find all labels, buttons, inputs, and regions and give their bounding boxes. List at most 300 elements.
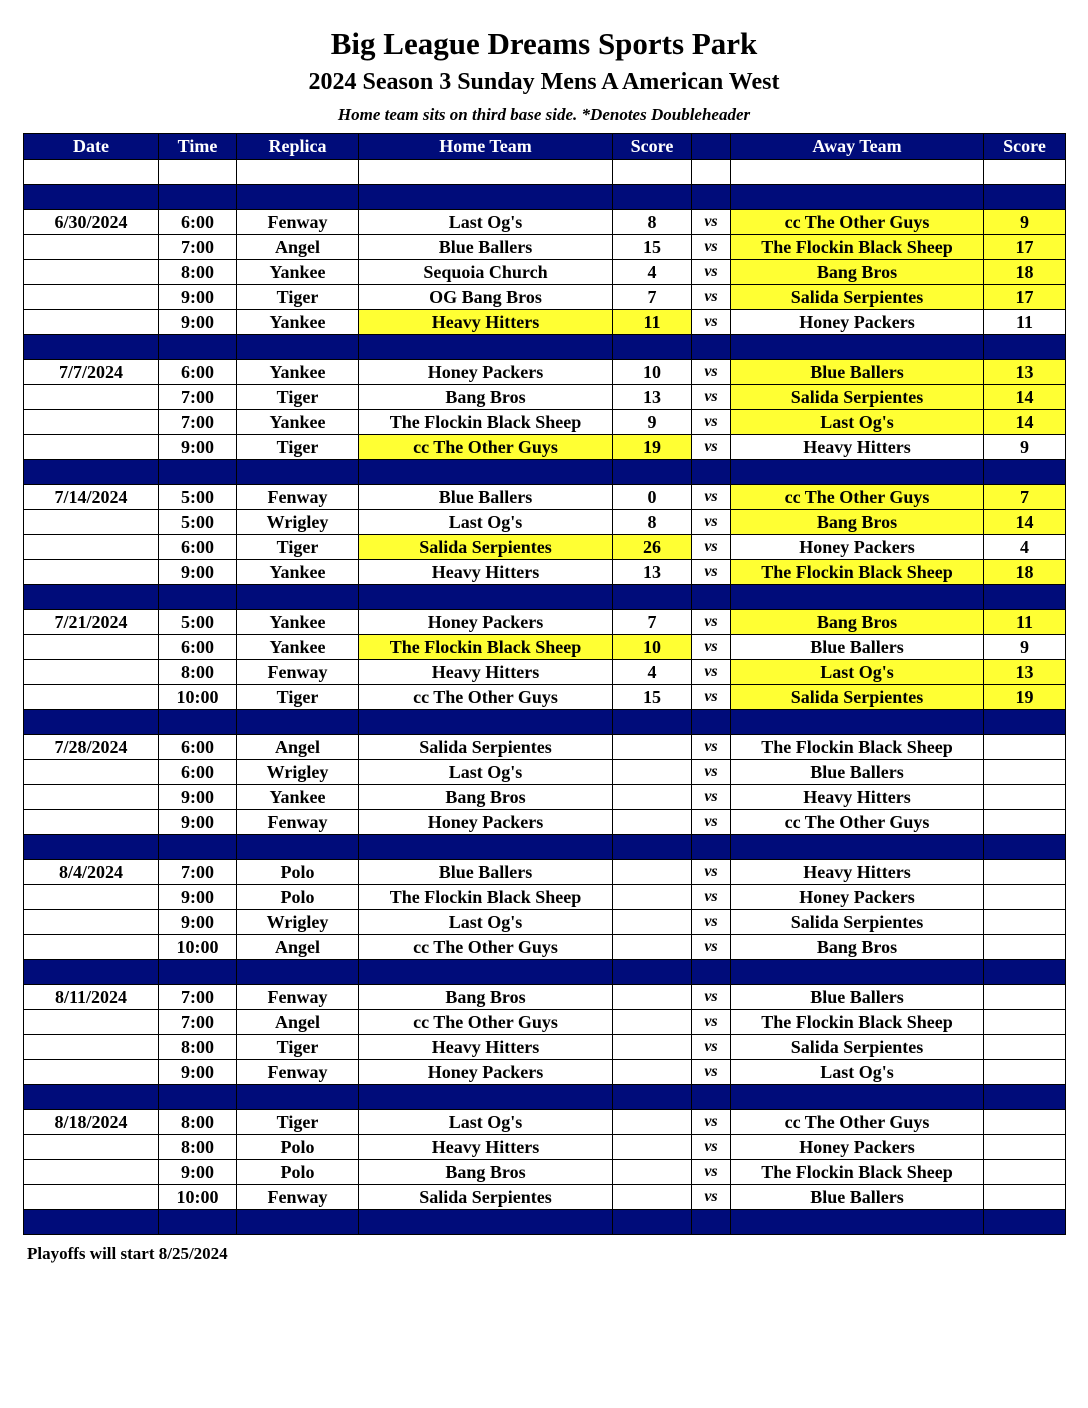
home-team: Blue Ballers [359, 235, 613, 260]
week-separator-row [24, 1210, 1066, 1235]
away-score: 18 [984, 560, 1066, 585]
game-replica: Wrigley [237, 910, 359, 935]
home-team: Last Og's [359, 760, 613, 785]
game-time: 8:00 [159, 260, 237, 285]
game-date: 7/21/2024 [24, 610, 159, 635]
header-vs [692, 134, 731, 160]
game-replica: Tiger [237, 1035, 359, 1060]
vs-label: vs [692, 660, 731, 685]
empty-cell [24, 1060, 159, 1085]
game-time: 9:00 [159, 1160, 237, 1185]
empty-cell [692, 335, 731, 360]
empty-cell [159, 335, 237, 360]
empty-cell [613, 335, 692, 360]
schedule-table [23, 133, 1066, 1235]
empty-cell [692, 185, 731, 210]
empty-cell [24, 935, 159, 960]
home-team: Heavy Hitters [359, 660, 613, 685]
empty-cell [984, 710, 1066, 735]
empty-cell [159, 160, 237, 185]
empty-cell [692, 585, 731, 610]
home-score: 8 [613, 510, 692, 535]
away-team: Salida Serpientes [731, 285, 984, 310]
game-time: 10:00 [159, 685, 237, 710]
empty-cell [24, 710, 159, 735]
vs-label: vs [692, 1010, 731, 1035]
game-replica: Tiger [237, 685, 359, 710]
home-score [613, 910, 692, 935]
away-team: cc The Other Guys [731, 810, 984, 835]
away-team: Bang Bros [731, 935, 984, 960]
table-row [24, 310, 1066, 335]
home-team: Bang Bros [359, 385, 613, 410]
home-team: Heavy Hitters [359, 560, 613, 585]
empty-cell [731, 1210, 984, 1235]
away-team: Salida Serpientes [731, 385, 984, 410]
header-home-score: Score [613, 134, 692, 160]
away-score [984, 735, 1066, 760]
away-team: Blue Ballers [731, 360, 984, 385]
empty-cell [237, 835, 359, 860]
home-score: 9 [613, 410, 692, 435]
table-row [24, 260, 1066, 285]
home-score [613, 810, 692, 835]
empty-cell [984, 835, 1066, 860]
vs-label: vs [692, 510, 731, 535]
week-separator-row [24, 185, 1066, 210]
empty-cell [24, 260, 159, 285]
blank-row [24, 160, 1066, 185]
empty-cell [24, 685, 159, 710]
home-team: cc The Other Guys [359, 435, 613, 460]
game-replica: Wrigley [237, 760, 359, 785]
table-row [24, 635, 1066, 660]
home-team: OG Bang Bros [359, 285, 613, 310]
game-replica: Polo [237, 860, 359, 885]
game-replica: Fenway [237, 485, 359, 510]
game-time: 8:00 [159, 660, 237, 685]
table-row [24, 560, 1066, 585]
home-team: Honey Packers [359, 610, 613, 635]
game-time: 9:00 [159, 435, 237, 460]
empty-cell [731, 160, 984, 185]
home-team: cc The Other Guys [359, 935, 613, 960]
week-separator-row [24, 835, 1066, 860]
game-replica: Fenway [237, 1060, 359, 1085]
away-team: Bang Bros [731, 510, 984, 535]
home-score [613, 885, 692, 910]
empty-cell [613, 185, 692, 210]
table-row [24, 985, 1066, 1010]
away-team: Blue Ballers [731, 1185, 984, 1210]
home-score: 13 [613, 385, 692, 410]
home-score [613, 1160, 692, 1185]
home-team: Blue Ballers [359, 860, 613, 885]
vs-label: vs [692, 685, 731, 710]
empty-cell [24, 285, 159, 310]
game-time: 9:00 [159, 885, 237, 910]
empty-cell [692, 1210, 731, 1235]
home-team: Last Og's [359, 210, 613, 235]
away-team: The Flockin Black Sheep [731, 560, 984, 585]
table-row [24, 860, 1066, 885]
home-team: Heavy Hitters [359, 310, 613, 335]
game-time: 8:00 [159, 1035, 237, 1060]
empty-cell [692, 835, 731, 860]
away-team: Salida Serpientes [731, 1035, 984, 1060]
empty-cell [237, 335, 359, 360]
game-time: 5:00 [159, 485, 237, 510]
empty-cell [731, 710, 984, 735]
table-row [24, 1160, 1066, 1185]
page-title: Big League Dreams Sports Park [330, 26, 758, 61]
home-score: 7 [613, 610, 692, 635]
week-separator-row [24, 460, 1066, 485]
home-score [613, 1135, 692, 1160]
game-time: 6:00 [159, 210, 237, 235]
away-score: 13 [984, 360, 1066, 385]
empty-cell [692, 160, 731, 185]
game-replica: Fenway [237, 1185, 359, 1210]
game-time: 5:00 [159, 610, 237, 635]
home-team: Last Og's [359, 1110, 613, 1135]
empty-cell [692, 710, 731, 735]
empty-cell [24, 435, 159, 460]
away-team: Blue Ballers [731, 760, 984, 785]
vs-label: vs [692, 560, 731, 585]
empty-cell [237, 585, 359, 610]
vs-label: vs [692, 735, 731, 760]
game-replica: Polo [237, 885, 359, 910]
away-team: cc The Other Guys [731, 1110, 984, 1135]
game-date: 7/28/2024 [24, 735, 159, 760]
game-replica: Yankee [237, 785, 359, 810]
empty-cell [237, 960, 359, 985]
home-team: Honey Packers [359, 360, 613, 385]
vs-label: vs [692, 1060, 731, 1085]
home-team: Bang Bros [359, 785, 613, 810]
home-score: 8 [613, 210, 692, 235]
game-time: 10:00 [159, 935, 237, 960]
home-score: 15 [613, 685, 692, 710]
vs-label: vs [692, 285, 731, 310]
away-score: 7 [984, 485, 1066, 510]
table-row [24, 885, 1066, 910]
home-team: Blue Ballers [359, 485, 613, 510]
game-time: 9:00 [159, 910, 237, 935]
empty-cell [24, 560, 159, 585]
empty-cell [237, 160, 359, 185]
empty-cell [613, 1085, 692, 1110]
away-score [984, 810, 1066, 835]
game-time: 7:00 [159, 985, 237, 1010]
empty-cell [24, 335, 159, 360]
away-team: Bang Bros [731, 260, 984, 285]
away-score [984, 860, 1066, 885]
away-team: Heavy Hitters [731, 435, 984, 460]
away-team: cc The Other Guys [731, 485, 984, 510]
week-separator-row [24, 710, 1066, 735]
vs-label: vs [692, 410, 731, 435]
away-team: Salida Serpientes [731, 910, 984, 935]
empty-cell [237, 460, 359, 485]
game-replica: Tiger [237, 1110, 359, 1135]
away-score: 13 [984, 660, 1066, 685]
empty-cell [984, 460, 1066, 485]
game-replica: Tiger [237, 435, 359, 460]
game-replica: Angel [237, 235, 359, 260]
vs-label: vs [692, 485, 731, 510]
page-subtitle: 2024 Season 3 Sunday Mens A American West [308, 69, 780, 95]
table-row [24, 1010, 1066, 1035]
vs-label: vs [692, 1135, 731, 1160]
away-score [984, 935, 1066, 960]
game-time: 7:00 [159, 860, 237, 885]
away-team: The Flockin Black Sheep [731, 235, 984, 260]
empty-cell [237, 185, 359, 210]
table-row [24, 785, 1066, 810]
away-score: 9 [984, 210, 1066, 235]
empty-cell [731, 960, 984, 985]
empty-cell [359, 335, 613, 360]
empty-cell [731, 185, 984, 210]
game-time: 7:00 [159, 410, 237, 435]
empty-cell [613, 1210, 692, 1235]
home-team: The Flockin Black Sheep [359, 410, 613, 435]
game-time: 9:00 [159, 810, 237, 835]
away-team: Bang Bros [731, 610, 984, 635]
header-row [24, 134, 1066, 160]
table-row [24, 610, 1066, 635]
empty-cell [692, 460, 731, 485]
empty-cell [359, 1085, 613, 1110]
empty-cell [24, 960, 159, 985]
away-score: 11 [984, 310, 1066, 335]
home-score [613, 785, 692, 810]
table-row [24, 235, 1066, 260]
empty-cell [359, 585, 613, 610]
vs-label: vs [692, 910, 731, 935]
empty-cell [24, 910, 159, 935]
game-replica: Yankee [237, 610, 359, 635]
home-team: Heavy Hitters [359, 1135, 613, 1160]
home-score: 10 [613, 360, 692, 385]
game-replica: Fenway [237, 660, 359, 685]
header-replica: Replica [237, 134, 359, 160]
game-replica: Yankee [237, 260, 359, 285]
away-score [984, 760, 1066, 785]
home-team: Last Og's [359, 510, 613, 535]
game-replica: Fenway [237, 810, 359, 835]
away-score [984, 910, 1066, 935]
vs-label: vs [692, 435, 731, 460]
home-score: 26 [613, 535, 692, 560]
table-row [24, 385, 1066, 410]
away-score [984, 1035, 1066, 1060]
table-row [24, 1185, 1066, 1210]
empty-cell [731, 335, 984, 360]
away-score: 17 [984, 235, 1066, 260]
empty-cell [984, 1085, 1066, 1110]
empty-cell [613, 710, 692, 735]
empty-cell [24, 1085, 159, 1110]
empty-cell [159, 710, 237, 735]
game-date: 7/7/2024 [24, 360, 159, 385]
empty-cell [24, 585, 159, 610]
home-team: cc The Other Guys [359, 685, 613, 710]
empty-cell [24, 1210, 159, 1235]
empty-cell [984, 160, 1066, 185]
game-replica: Yankee [237, 410, 359, 435]
home-team: Salida Serpientes [359, 1185, 613, 1210]
away-score: 19 [984, 685, 1066, 710]
home-team: Salida Serpientes [359, 535, 613, 560]
home-score: 19 [613, 435, 692, 460]
empty-cell [731, 585, 984, 610]
empty-cell [731, 1085, 984, 1110]
empty-cell [359, 460, 613, 485]
home-team: Heavy Hitters [359, 1035, 613, 1060]
away-score [984, 1060, 1066, 1085]
home-score: 15 [613, 235, 692, 260]
game-replica: Yankee [237, 360, 359, 385]
home-score [613, 735, 692, 760]
vs-label: vs [692, 1160, 731, 1185]
table-row [24, 810, 1066, 835]
empty-cell [24, 1010, 159, 1035]
home-team: Bang Bros [359, 985, 613, 1010]
empty-cell [159, 1085, 237, 1110]
away-score: 14 [984, 385, 1066, 410]
game-time: 6:00 [159, 735, 237, 760]
game-replica: Fenway [237, 210, 359, 235]
table-row [24, 935, 1066, 960]
vs-label: vs [692, 935, 731, 960]
vs-label: vs [692, 310, 731, 335]
home-team: Bang Bros [359, 1160, 613, 1185]
home-score: 13 [613, 560, 692, 585]
table-row [24, 760, 1066, 785]
game-time: 7:00 [159, 1010, 237, 1035]
away-team: The Flockin Black Sheep [731, 1010, 984, 1035]
away-team: Heavy Hitters [731, 785, 984, 810]
game-time: 6:00 [159, 760, 237, 785]
empty-cell [24, 810, 159, 835]
empty-cell [613, 960, 692, 985]
game-time: 9:00 [159, 785, 237, 810]
game-date: 6/30/2024 [24, 210, 159, 235]
game-replica: Wrigley [237, 510, 359, 535]
vs-label: vs [692, 210, 731, 235]
game-time: 8:00 [159, 1110, 237, 1135]
empty-cell [613, 160, 692, 185]
empty-cell [24, 385, 159, 410]
table-row [24, 360, 1066, 385]
empty-cell [613, 460, 692, 485]
game-time: 9:00 [159, 285, 237, 310]
game-replica: Angel [237, 735, 359, 760]
empty-cell [24, 1135, 159, 1160]
header-home-team: Home Team [359, 134, 613, 160]
table-row [24, 510, 1066, 535]
empty-cell [731, 835, 984, 860]
week-separator-row [24, 585, 1066, 610]
table-row [24, 210, 1066, 235]
empty-cell [359, 1210, 613, 1235]
game-time: 6:00 [159, 535, 237, 560]
home-team: cc The Other Guys [359, 1010, 613, 1035]
away-score [984, 1010, 1066, 1035]
away-team: The Flockin Black Sheep [731, 735, 984, 760]
home-score [613, 1035, 692, 1060]
empty-cell [24, 1185, 159, 1210]
vs-label: vs [692, 785, 731, 810]
vs-label: vs [692, 1035, 731, 1060]
away-team: Last Og's [731, 410, 984, 435]
game-time: 6:00 [159, 360, 237, 385]
empty-cell [24, 310, 159, 335]
empty-cell [24, 635, 159, 660]
table-row [24, 1135, 1066, 1160]
away-team: Honey Packers [731, 885, 984, 910]
home-team: The Flockin Black Sheep [359, 635, 613, 660]
away-score: 4 [984, 535, 1066, 560]
game-replica: Yankee [237, 635, 359, 660]
empty-cell [24, 185, 159, 210]
table-row [24, 910, 1066, 935]
home-score: 7 [613, 285, 692, 310]
away-team: Honey Packers [731, 1135, 984, 1160]
empty-cell [237, 1085, 359, 1110]
game-replica: Angel [237, 1010, 359, 1035]
home-score: 10 [613, 635, 692, 660]
game-time: 7:00 [159, 385, 237, 410]
empty-cell [359, 185, 613, 210]
table-row [24, 1060, 1066, 1085]
game-replica: Polo [237, 1160, 359, 1185]
empty-cell [159, 460, 237, 485]
game-time: 8:00 [159, 1135, 237, 1160]
vs-label: vs [692, 885, 731, 910]
empty-cell [24, 885, 159, 910]
empty-cell [24, 785, 159, 810]
home-score: 4 [613, 260, 692, 285]
table-row [24, 1035, 1066, 1060]
empty-cell [359, 710, 613, 735]
game-time: 5:00 [159, 510, 237, 535]
game-date: 7/14/2024 [24, 485, 159, 510]
game-time: 9:00 [159, 1060, 237, 1085]
away-team: Salida Serpientes [731, 685, 984, 710]
vs-label: vs [692, 1185, 731, 1210]
away-score: 17 [984, 285, 1066, 310]
empty-cell [613, 585, 692, 610]
empty-cell [159, 185, 237, 210]
empty-cell [237, 710, 359, 735]
header-date: Date [24, 134, 159, 160]
away-team: Heavy Hitters [731, 860, 984, 885]
empty-cell [24, 835, 159, 860]
table-row [24, 685, 1066, 710]
vs-label: vs [692, 635, 731, 660]
game-date: 8/18/2024 [24, 1110, 159, 1135]
game-time: 7:00 [159, 235, 237, 260]
home-team: The Flockin Black Sheep [359, 885, 613, 910]
table-row [24, 660, 1066, 685]
week-separator-row [24, 1085, 1066, 1110]
week-separator-row [24, 960, 1066, 985]
away-score: 9 [984, 435, 1066, 460]
